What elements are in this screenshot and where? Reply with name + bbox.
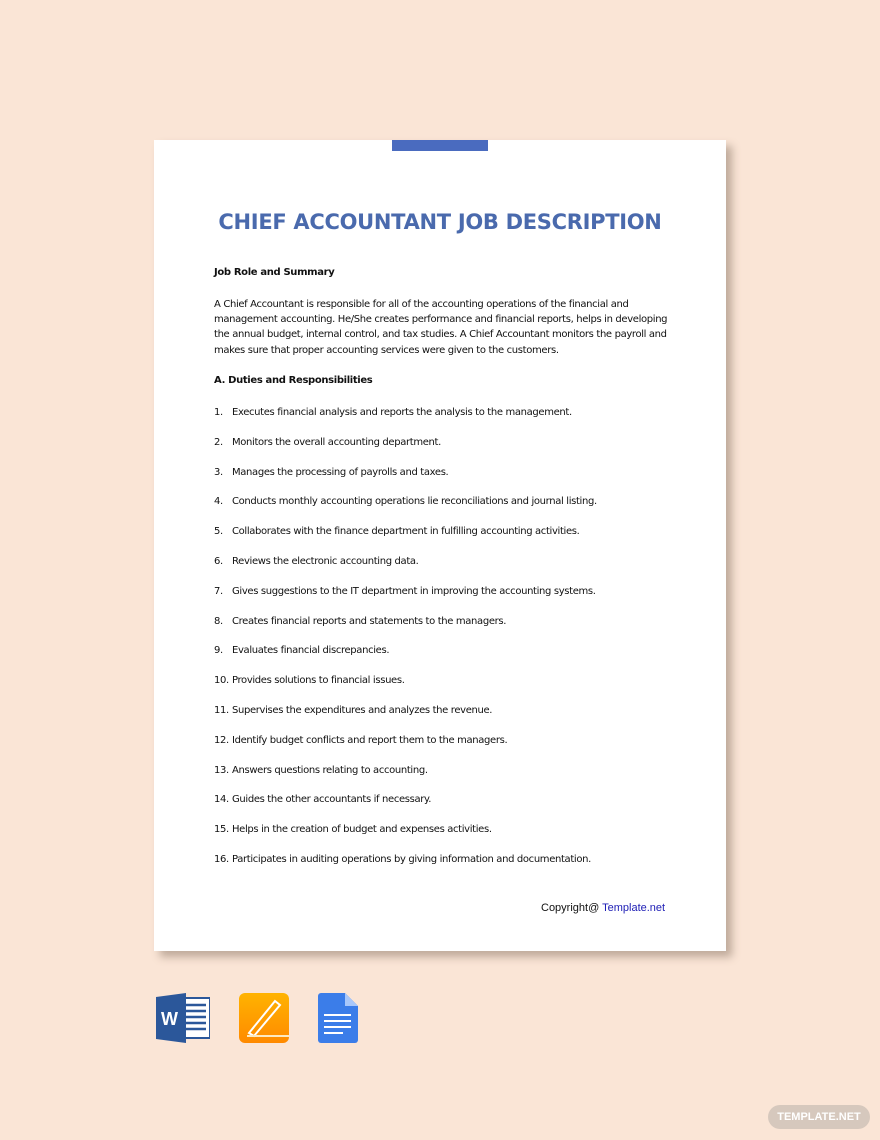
duty-number: 8.	[214, 615, 223, 627]
duty-number: 11.	[214, 705, 229, 716]
duty-item	[214, 407, 572, 418]
duty-number: 9.	[214, 645, 223, 657]
duty-text: Manages the processing of payrolls and taxes.	[232, 466, 449, 478]
copyright-label: Copyright@	[541, 902, 603, 914]
duty-item	[214, 556, 419, 567]
duty-number: 5.	[214, 526, 223, 538]
accent-tab	[392, 140, 488, 151]
duty-item	[214, 437, 441, 448]
section-heading-job-role: Job Role and Summary	[214, 267, 335, 278]
duty-number: 4.	[214, 496, 223, 508]
copyright	[541, 902, 665, 914]
pages-icon[interactable]	[239, 993, 289, 1043]
duty-text: Identify budget conflicts and report them to the managers.	[232, 734, 508, 746]
duty-number: 2.	[214, 436, 223, 448]
duty-text: Guides the other accountants if necessary.	[232, 794, 432, 806]
duty-number: 10.	[214, 675, 229, 687]
duty-number: 13.	[214, 764, 229, 776]
duty-item	[214, 705, 492, 716]
duty-text: Conducts monthly accounting operations lie reconciliations and journal listing.	[232, 496, 597, 508]
duty-number: 14.	[214, 794, 229, 806]
duty-item	[214, 586, 596, 597]
duty-text: Helps in the creation of budget and expenses activities.	[232, 824, 492, 836]
google-docs-icon[interactable]	[318, 993, 358, 1043]
watermark-badge: TEMPLATE.NET	[768, 1105, 870, 1129]
document-title: CHIEF ACCOUNTANT JOB DESCRIPTION	[218, 210, 662, 234]
duty-number: 12.	[214, 734, 229, 746]
duty-item	[214, 854, 591, 865]
duty-item	[214, 616, 506, 627]
duty-text: Monitors the overall accounting department.	[232, 436, 441, 448]
duty-item	[214, 526, 579, 537]
duty-item	[214, 675, 405, 686]
duty-number: 16.	[214, 854, 229, 865]
duty-text: Supervises the expenditures and analyzes the revenue.	[232, 705, 493, 716]
duty-item	[214, 794, 431, 805]
duty-text: Creates financial reports and statements to the managers.	[232, 615, 507, 627]
duty-item	[214, 765, 428, 776]
duty-text: Collaborates with the finance department in fulfilling accounting activities.	[232, 526, 580, 538]
duty-item	[214, 735, 507, 746]
duty-item	[214, 496, 597, 507]
duty-number: 3.	[214, 466, 223, 478]
word-icon[interactable]	[156, 993, 210, 1043]
duty-text: Answers questions relating to accounting.	[232, 764, 428, 776]
duty-text: Reviews the electronic accounting data.	[232, 556, 419, 567]
duty-number: 7.	[214, 585, 223, 597]
duty-text: Provides solutions to financial issues.	[232, 675, 405, 687]
document-page	[154, 140, 726, 951]
duty-item	[214, 824, 492, 835]
duty-text: Evaluates financial discrepancies.	[232, 645, 390, 657]
duty-number: 1.	[214, 407, 223, 418]
section-heading-duties: A. Duties and Responsibilities	[214, 375, 373, 386]
duty-item	[214, 645, 389, 656]
duty-item	[214, 467, 448, 478]
duty-number: 6.	[214, 556, 223, 567]
duty-text: Executes financial analysis and reports the analysis to the management.	[232, 407, 572, 418]
duty-text: Gives suggestions to the IT department in improving the accounting systems.	[232, 585, 596, 597]
summary-paragraph: A Chief Accountant is responsible for all of the accounting operations of the financial and management accounting. He/She creates performance and financial reports, helps in developing the annual budget, internal control, and tax studies. A Chief Accountant monitors the payroll and makes sure that proper accounting services were given to the customers.	[214, 299, 668, 356]
svg-text:W: W	[161, 1009, 178, 1029]
duty-number: 15.	[214, 824, 229, 836]
duty-text: Participates in auditing operations by giving information and documentation.	[232, 854, 591, 865]
copyright-link[interactable]: Template.net	[602, 902, 666, 914]
